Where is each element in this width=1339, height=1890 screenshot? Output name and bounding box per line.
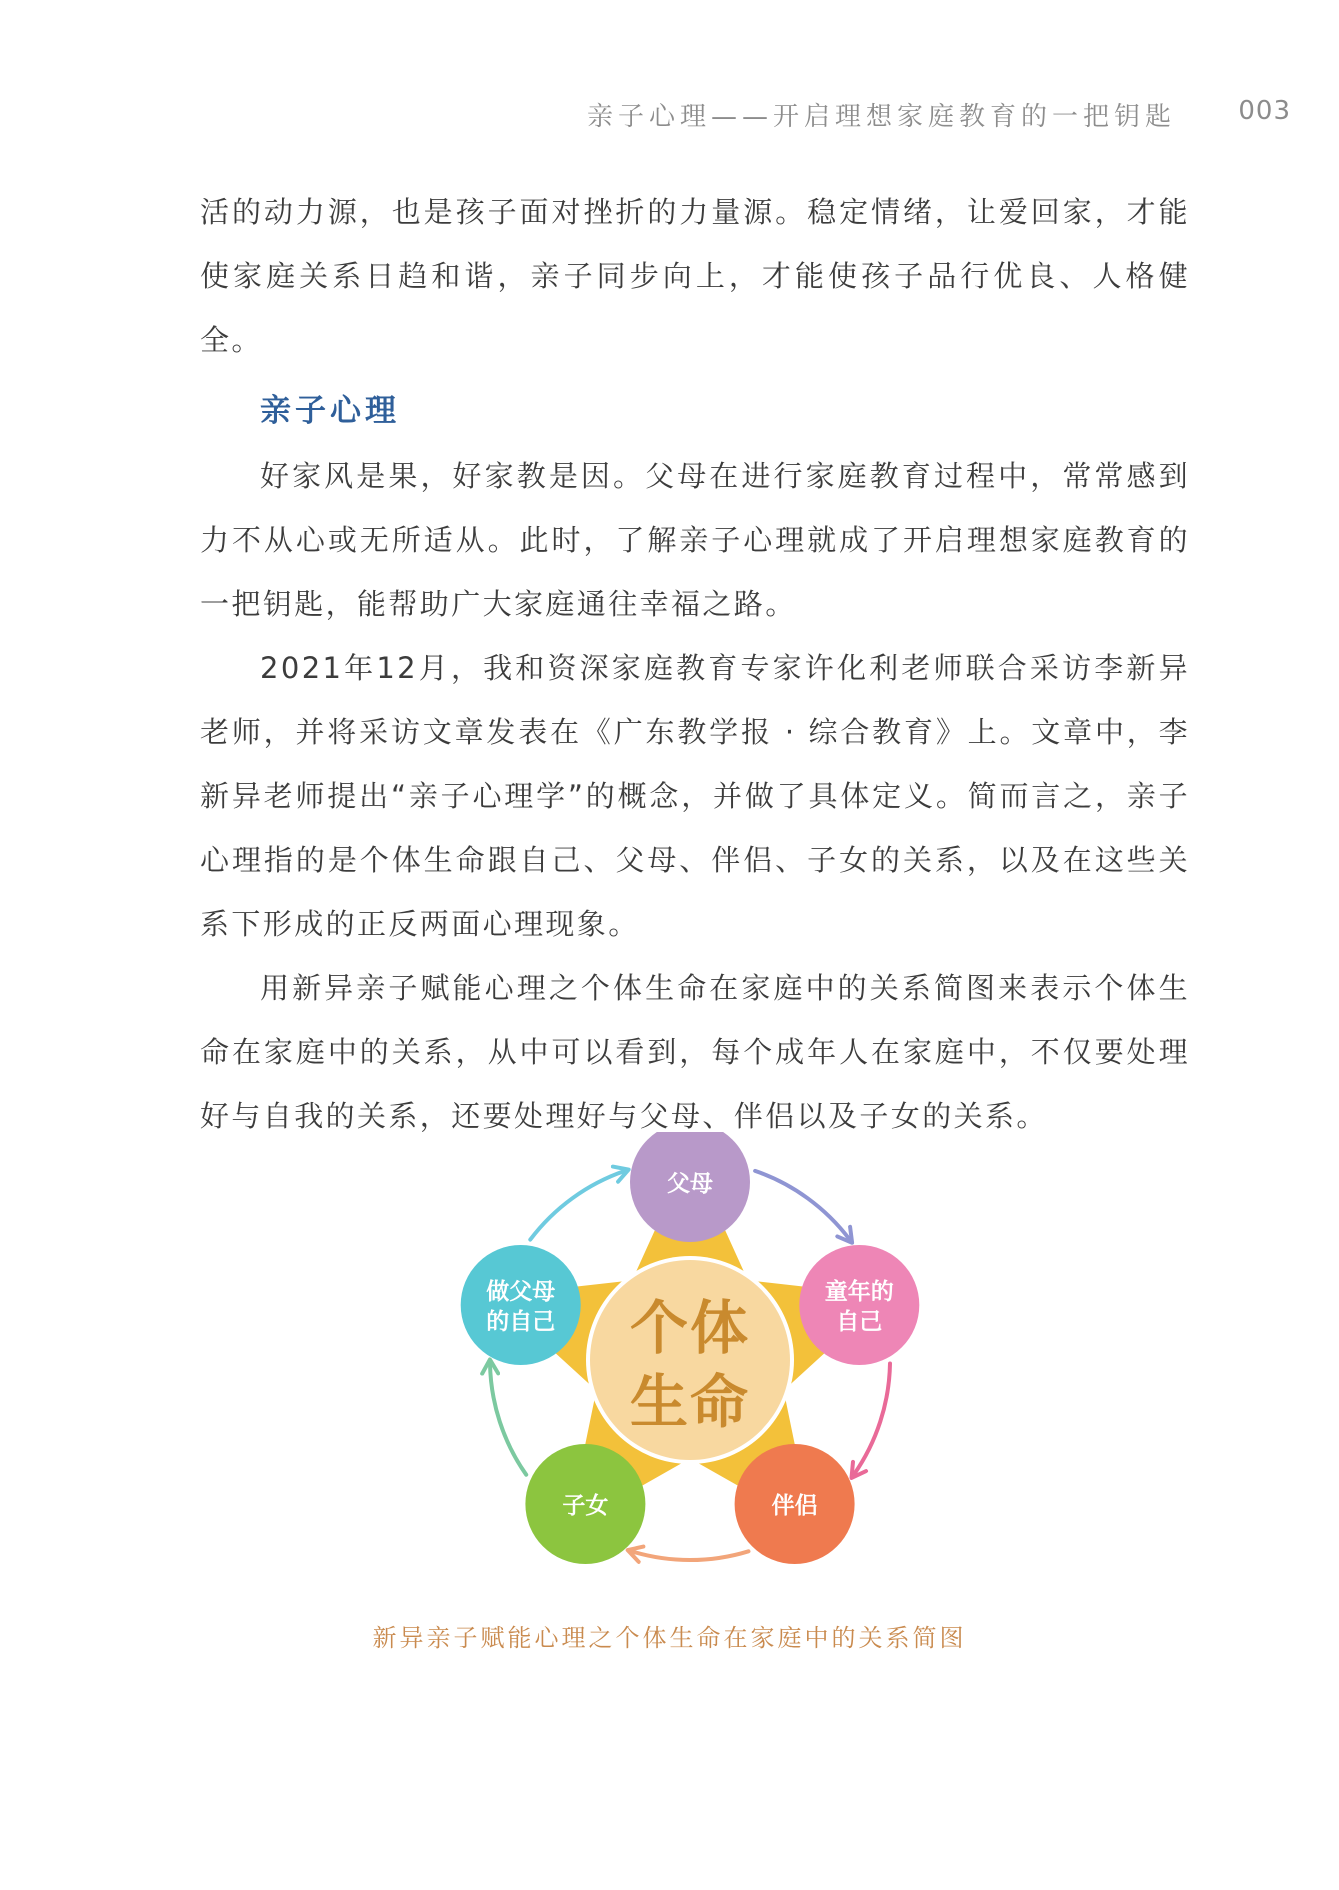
figure-caption: 新异亲子赋能心理之个体生命在家庭中的关系简图 — [372, 1624, 967, 1652]
relation-node — [461, 1245, 581, 1365]
relation-arrow — [530, 1171, 625, 1240]
relation-node — [630, 1132, 750, 1242]
relation-node-label: 的自己 — [486, 1309, 556, 1335]
paragraph-diagram-intro: 用新异亲子赋能心理之个体生命在家庭中的关系简图来表示个体生命在家庭中的关系，从中可以看到，每个成年人在家庭中，不仅要处理好与自我的关系，还要处理好与父母、伴侣以及子女的关系。 — [200, 971, 1190, 1133]
relation-arrow — [755, 1171, 850, 1240]
relation-arrow — [490, 1364, 526, 1475]
relation-node — [525, 1444, 645, 1564]
relation-node-label: 子女 — [562, 1493, 609, 1519]
relation-node-label: 做父母 — [486, 1279, 556, 1305]
relation-node — [799, 1245, 919, 1365]
center-label-line2: 生命 — [629, 1368, 751, 1436]
running-title: 亲子心理——开启理想家庭教育的一把钥匙 — [586, 102, 1176, 132]
page-number: 003 — [1238, 96, 1291, 126]
relation-node — [735, 1444, 855, 1564]
relation-node-label: 童年的 — [824, 1279, 894, 1305]
relation-arrow — [632, 1551, 749, 1560]
running-header — [0, 96, 1339, 136]
paragraph-family-style: 好家风是果，好家教是因。父母在进行家庭教育过程中，常常感到力不从心或无所适从。此时，了解亲子心理就成了开启理想家庭教育的一把钥匙，能帮助广大家庭通往幸福之路。 — [200, 459, 1190, 621]
relation-node-label: 伴侣 — [771, 1493, 818, 1519]
center-label-line1: 个体 — [629, 1294, 751, 1362]
relation-node-label: 自己 — [836, 1309, 883, 1335]
relation-node-circle — [799, 1245, 919, 1365]
relationship-diagram — [380, 1132, 1000, 1592]
relation-node-label: 父母 — [667, 1171, 713, 1197]
relation-arrow — [854, 1364, 890, 1475]
relationship-diagram-svg — [380, 1132, 1000, 1592]
body-text — [200, 180, 1190, 1148]
relation-node-circle — [461, 1245, 581, 1365]
paragraph-continued: 活的动力源，也是孩子面对挫折的力量源。稳定情绪，让爱回家，才能使家庭关系日趋和谐，亲子同步向上，才能使孩子品行优良、人格健全。 — [200, 195, 1190, 357]
section-heading: 亲子心理 — [260, 393, 400, 429]
paragraph-interview: 2021年12月，我和资深家庭教育专家许化利老师联合采访李新异老师，并将采访文章发表在《广东教学报 · 综合教育》上。文章中，李新异老师提出“亲子心理学”的概念，并做了具体定义。简而言之，亲子心理指的是个体生命跟自己、父母、伴侣、子女的关系，以及在这些关系下形成的正反两面心理现象。 — [200, 651, 1190, 941]
